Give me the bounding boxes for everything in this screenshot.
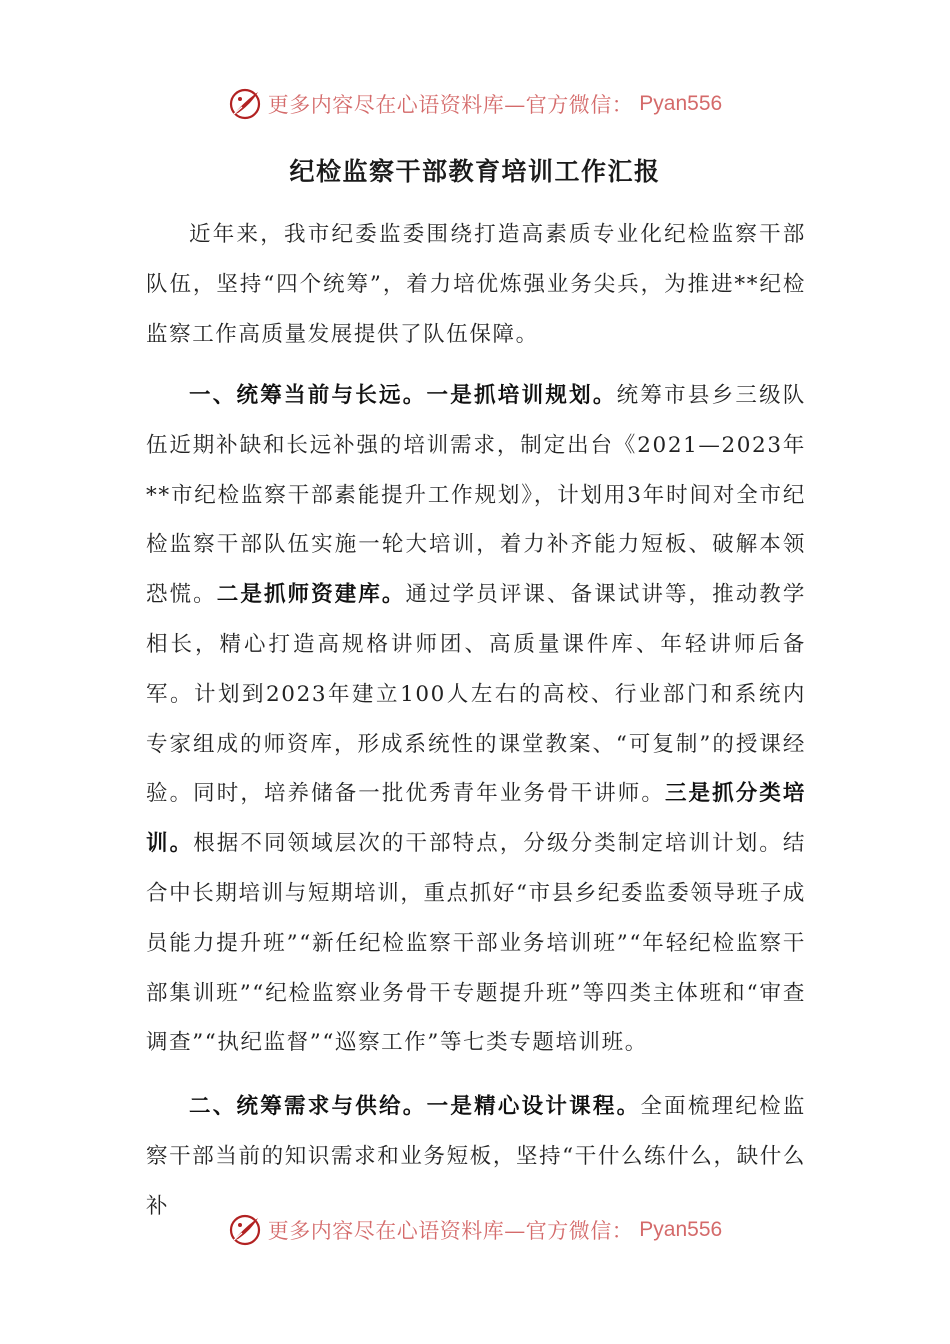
quill-logo-icon xyxy=(228,87,262,121)
document-title: 纪检监察干部教育培训工作汇报 xyxy=(289,157,661,186)
section1-item1-text: 统筹市县乡三级队伍近期补缺和长远补强的培训需求，制定出台《2021—2023年**市纪检监察干部素能提升工作规划》，计划用3年时间对全市纪检监察干部队伍实施一轮大培训，着力补齐能力短板、破解本领恐慌。 xyxy=(146,383,806,608)
section2-item1-text: 全面梳理纪检监察干部当前的知识需求和业务短板，坚持“干什么练什么，缺什么补 xyxy=(146,1094,806,1219)
section1-paragraph xyxy=(146,371,806,1068)
section2-heading: 二、统筹需求与供给。 xyxy=(189,1094,427,1119)
section1-item3-lead: 三是抓分类培训。 xyxy=(146,781,806,857)
footer-banner xyxy=(0,1210,950,1250)
section1-item2-lead: 二是抓师资建库。 xyxy=(216,582,406,608)
header-banner xyxy=(0,84,950,124)
quill-logo-icon xyxy=(228,1213,262,1247)
banner-wechat-id: Pyan556 xyxy=(639,92,723,115)
section2-item1-lead: 一是精心设计课程。 xyxy=(426,1094,641,1119)
section2-paragraph xyxy=(146,1082,806,1231)
section1-item3-text: 根据不同领域层次的干部特点，分级分类制定培训计划。结合中长期培训与短期培训，重点抓好“市县乡纪委监委领导班子成员能力提升班”“新任纪检监察干部业务培训班”“年轻纪检监察干部集训班”“纪检监察业务骨干专题提升班”等四类主体班和“审查调查”“执纪监督”“巡察工作”等七类专题培训班。 xyxy=(146,831,807,1056)
section1-item2-text: 通过学员评课、备课试讲等，推动教学相长，精心打造高规格讲师团、高质量课件库、年轻讲师后备军。计划到2023年建立100人左右的高校、行业部门和系统内专家组成的师资库，形成系统性的课堂教案、“可复制”的授课经验。同时，培养储备一批优秀青年业务骨干讲师。 xyxy=(146,582,806,807)
banner-text: 更多内容尽在心语资料库—官方微信： xyxy=(267,93,634,117)
banner-wechat-id: Pyan556 xyxy=(639,1218,723,1241)
section1-heading: 一、统筹当前与长远。 xyxy=(189,383,427,408)
banner-text: 更多内容尽在心语资料库—官方微信： xyxy=(267,1219,634,1243)
intro-paragraph: 近年来，我市纪委监委围绕打造高素质专业化纪检监察干部队伍，坚持“四个统筹”，着力培优炼强业务尖兵，为推进**纪检监察工作高质量发展提供了队伍保障。 xyxy=(146,222,806,347)
section1-item1-lead: 一是抓培训规划。 xyxy=(426,383,617,408)
